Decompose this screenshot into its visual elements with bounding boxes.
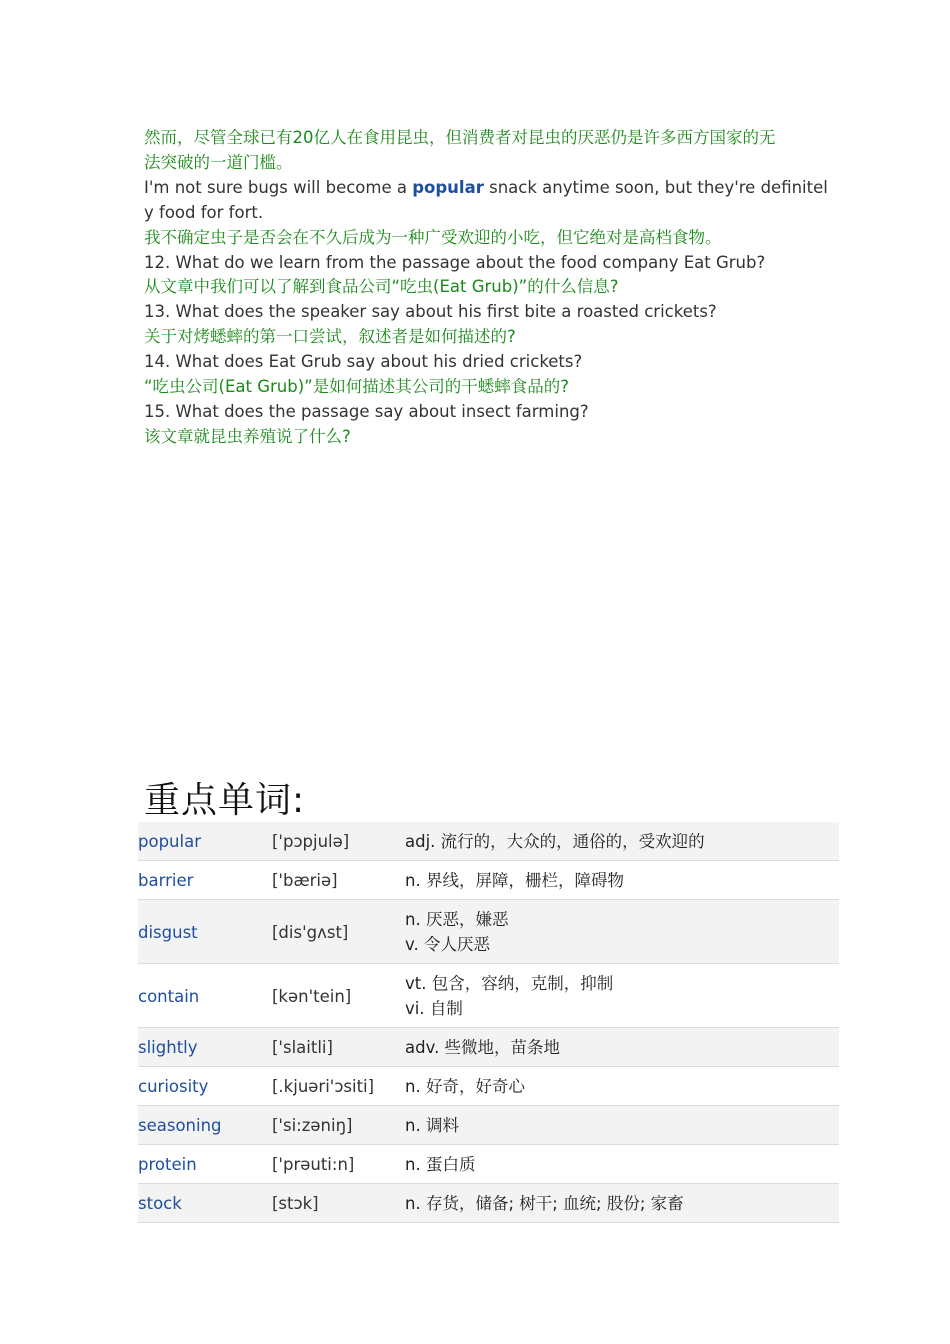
- vocab-word: curiosity: [138, 1077, 209, 1096]
- meaning-line: adj. 流行的，大众的，通俗的，受欢迎的: [405, 832, 705, 851]
- meaning-line: adv. 些微地，苗条地: [405, 1038, 561, 1057]
- vocab-row: [138, 861, 839, 900]
- vocab-table: [138, 822, 839, 1223]
- vocab-phonetic: ['bæriə]: [272, 871, 338, 890]
- vocab-row: [138, 1067, 839, 1106]
- vocab-word: popular: [138, 832, 201, 851]
- passage-line-en: [144, 176, 828, 201]
- vocab-row: [138, 900, 839, 964]
- question-14-zh: “吃虫公司(Eat Grub)”是如何描述其公司的干蟋蟀食品的?: [144, 377, 569, 397]
- vocab-meaning: [405, 1145, 839, 1184]
- meaning-line: n. 界线，屏障，栅栏，障碍物: [405, 871, 624, 890]
- meaning-line: n. 厌恶，嫌恶: [405, 910, 509, 929]
- vocab-word: stock: [138, 1194, 182, 1213]
- passage-line-zh: 法突破的一道门槛。: [144, 152, 293, 172]
- passage-block: [144, 126, 828, 450]
- vocab-phonetic: ['slaitli]: [272, 1038, 333, 1057]
- meaning-line: vt. 包含，容纳，克制，抑制: [405, 974, 614, 993]
- vocab-row: [138, 822, 839, 861]
- vocab-word: barrier: [138, 871, 194, 890]
- passage-line-zh: 我不确定虫子是否会在不久后成为一种广受欢迎的小吃，但它绝对是高档食物。: [144, 227, 722, 247]
- vocab-meaning: [405, 861, 839, 900]
- keyword-popular: popular: [412, 177, 484, 197]
- passage-line-zh: 然而，尽管全球已有20亿人在食用昆虫，但消费者对昆虫的厌恶仍是许多西方国家的无: [144, 128, 776, 147]
- vocab-phonetic: ['prəuti:n]: [272, 1155, 355, 1174]
- vocab-meaning: [405, 1028, 839, 1067]
- vocab-word: disgust: [138, 922, 198, 942]
- vocab-row: [138, 964, 839, 1028]
- sentence-start: I'm not sure bugs will become a: [144, 177, 413, 197]
- vocab-phonetic: [stɔk]: [272, 1194, 319, 1213]
- vocab-meaning: [405, 1067, 839, 1106]
- vocab-row: [138, 1106, 839, 1145]
- question-15-en: 15. What does the passage say about insect farming?: [144, 401, 589, 421]
- vocab-meaning: [405, 822, 839, 861]
- vocab-word: contain: [138, 986, 200, 1006]
- meaning-line: n. 存货，储备; 树干; 血统; 股份; 家畜: [405, 1194, 684, 1213]
- meaning-line: v. 令人厌恶: [405, 935, 490, 954]
- question-13-en: 13. What does the speaker say about his first bite a roasted crickets?: [144, 302, 717, 322]
- question-13-zh: 关于对烤蟋蟀的第一口尝试，叙述者是如何描述的?: [144, 327, 516, 347]
- vocab-meaning: [405, 1106, 839, 1145]
- question-12-zh: 从文章中我们可以了解到食品公司“吃虫(Eat Grub)”的什么信息?: [144, 277, 619, 297]
- meaning-line: n. 好奇，好奇心: [405, 1077, 525, 1096]
- vocab-phonetic: [kən'tein]: [272, 986, 352, 1006]
- vocab-phonetic: [dis'gʌst]: [272, 922, 349, 942]
- vocab-meaning: [405, 900, 839, 964]
- vocab-word: seasoning: [138, 1116, 222, 1135]
- passage-line-en: y food for fort.: [144, 202, 264, 222]
- meaning-line: n. 蛋白质: [405, 1155, 476, 1174]
- sentence-end: snack anytime soon, but they're definitel: [483, 177, 828, 197]
- vocab-phonetic: ['si:zəniŋ]: [272, 1116, 353, 1135]
- vocab-word: protein: [138, 1155, 197, 1174]
- vocab-row: [138, 1145, 839, 1184]
- meaning-line: vi. 自制: [405, 999, 463, 1018]
- question-14-en: 14. What does Eat Grub say about his dried crickets?: [144, 352, 583, 372]
- meaning-line: n. 调料: [405, 1116, 459, 1135]
- vocab-row: [138, 1028, 839, 1067]
- vocab-meaning: [405, 1184, 839, 1223]
- vocab-phonetic: ['pɔpjulə]: [272, 832, 350, 851]
- vocab-meaning: [405, 964, 839, 1028]
- question-15-zh: 该文章就昆虫养殖说了什么?: [144, 426, 351, 446]
- vocab-word: slightly: [138, 1038, 198, 1057]
- vocab-phonetic: [.kjuəri'ɔsiti]: [272, 1077, 375, 1096]
- question-12-en: 12. What do we learn from the passage about the food company Eat Grub?: [144, 252, 766, 272]
- vocab-row: [138, 1184, 839, 1223]
- vocab-title: 重点单词:: [144, 780, 306, 821]
